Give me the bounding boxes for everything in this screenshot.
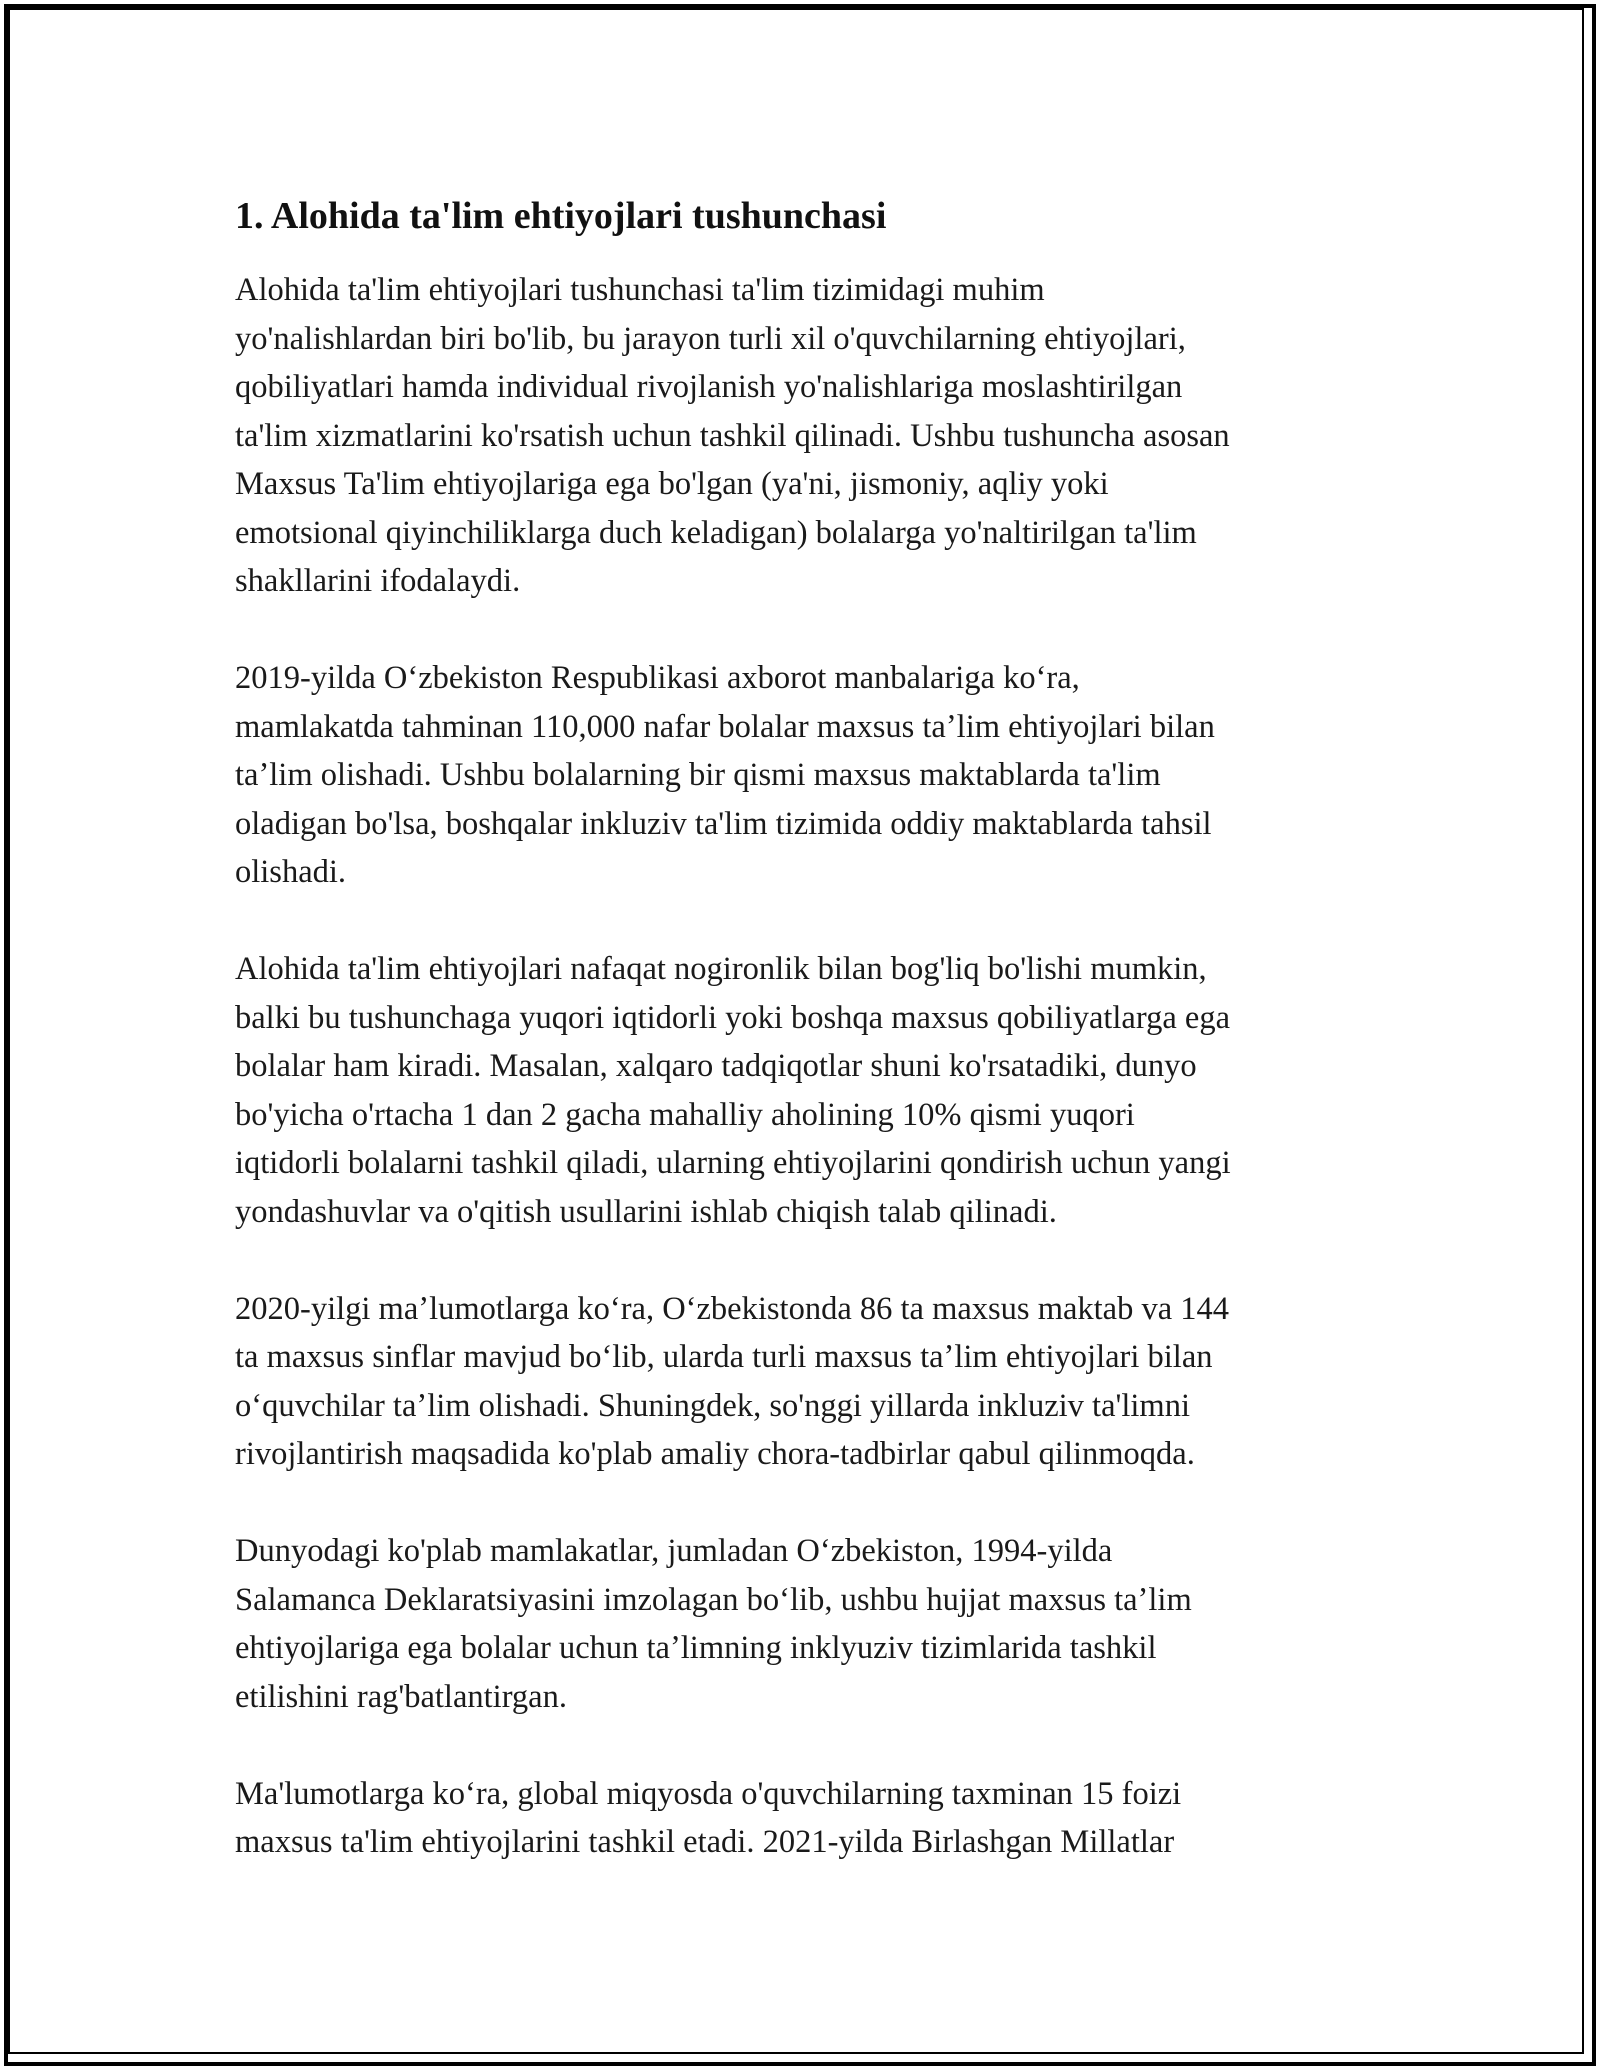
paragraph-line: olishadi. bbox=[235, 854, 347, 890]
paragraph-line: Ma'lumotlarga koʻra, global miqyosda o'quvchilarning taxminan 15 foizi bbox=[235, 1775, 1182, 1812]
paragraph-line: yondashuvlar va o'qitish usullarini ishlab chiqish talab qilinadi. bbox=[235, 1193, 1057, 1230]
paragraph-line: qobiliyatlari hamda individual rivojlanish yo'nalishlariga moslashtirilgan bbox=[235, 369, 1183, 405]
document-body bbox=[235, 188, 1370, 1867]
paragraph-line: Maxsus Ta'lim ehtiyojlariga ega bo'lgan (ya'ni, jismoniy, aqliy yoki bbox=[235, 466, 1109, 502]
paragraph-line: oʻquvchilar taʼlim olishadi. Shuningdek, so'nggi yillarda inkluziv ta'limni bbox=[235, 1387, 1190, 1424]
paragraph-4 bbox=[235, 1285, 1370, 1479]
paragraph-line: ta maxsus sinflar mavjud boʻlib, ularda turli maxsus taʼlim ehtiyojlari bilan bbox=[235, 1339, 1213, 1375]
paragraph-line: shakllarini ifodalaydi. bbox=[235, 563, 521, 599]
paragraph-line: 2019-yilda Oʻzbekiston Respublikasi axborot manbalariga koʻra, bbox=[235, 660, 1080, 696]
paragraph-line: Alohida ta'lim ehtiyojlari tushunchasi ta'lim tizimidagi muhim bbox=[235, 272, 1045, 308]
section-heading: 1. Alohida ta'lim ehtiyojlari tushunchasi bbox=[235, 195, 887, 237]
paragraph-line: Dunyodagi ko'plab mamlakatlar, jumladan Oʻzbekiston, 1994-yilda bbox=[235, 1533, 1113, 1569]
paragraph-6 bbox=[235, 1770, 1370, 1867]
paragraph-line: maxsus ta'lim ehtiyojlarini tashkil etadi. 2021-yilda Birlashgan Millatlar bbox=[235, 1824, 1175, 1860]
paragraph-line: ta'lim xizmatlarini ko'rsatish uchun tashkil qilinadi. Ushbu tushuncha asosan bbox=[235, 417, 1230, 454]
paragraph-line: yo'nalishlardan biri bo'lib, bu jarayon turli xil o'quvchilarning ehtiyojlari, bbox=[235, 320, 1186, 357]
paragraph-line: Alohida ta'lim ehtiyojlari nafaqat nogironlik bilan bog'liq bo'lishi mumkin, bbox=[235, 951, 1207, 987]
paragraph-line: 2020-yilgi maʼlumotlarga koʻra, Oʻzbekistonda 86 ta maxsus maktab va 144 bbox=[235, 1290, 1230, 1327]
paragraph-5 bbox=[235, 1527, 1370, 1721]
paragraph-line: emotsional qiyinchiliklarga duch keladigan) bolalarga yo'naltirilgan ta'lim bbox=[235, 514, 1197, 551]
paragraph-line: bolalar ham kiradi. Masalan, xalqaro tadqiqotlar shuni ko'rsatadiki, dunyo bbox=[235, 1048, 1197, 1084]
paragraph-line: rivojlantirish maqsadida ko'plab amaliy chora-tadbirlar qabul qilinmoqda. bbox=[235, 1436, 1195, 1472]
paragraph-3 bbox=[235, 945, 1370, 1236]
paragraph-line: bo'yicha o'rtacha 1 dan 2 gacha mahalliy aholining 10% qismi yuqori bbox=[235, 1096, 1135, 1133]
paragraph-line: mamlakatda tahminan 110,000 nafar bolalar maxsus taʼlim ehtiyojlari bilan bbox=[235, 708, 1215, 745]
paragraph-line: etilishini rag'batlantirgan. bbox=[235, 1678, 567, 1715]
paragraph-line: balki bu tushunchaga yuqori iqtidorli yoki boshqa maxsus qobiliyatlarga ega bbox=[235, 999, 1230, 1036]
paragraph-1 bbox=[235, 266, 1370, 606]
paragraph-line: oladigan bo'lsa, boshqalar inkluziv ta'lim tizimida oddiy maktablarda tahsil bbox=[235, 805, 1212, 842]
paragraph-line: iqtidorli bolalarni tashkil qiladi, ularning ehtiyojlarini qondirish uchun yangi bbox=[235, 1145, 1231, 1181]
paragraph-line: ehtiyojlariga ega bolalar uchun taʼlimning inklyuziv tizimlarida tashkil bbox=[235, 1630, 1157, 1666]
paragraph-line: Salamanca Deklaratsiyasini imzolagan boʻlib, ushbu hujjat maxsus taʼlim bbox=[235, 1581, 1192, 1618]
paragraph-2 bbox=[235, 654, 1370, 897]
paragraph-line: taʼlim olishadi. Ushbu bolalarning bir qismi maxsus maktablarda ta'lim bbox=[235, 757, 1161, 793]
